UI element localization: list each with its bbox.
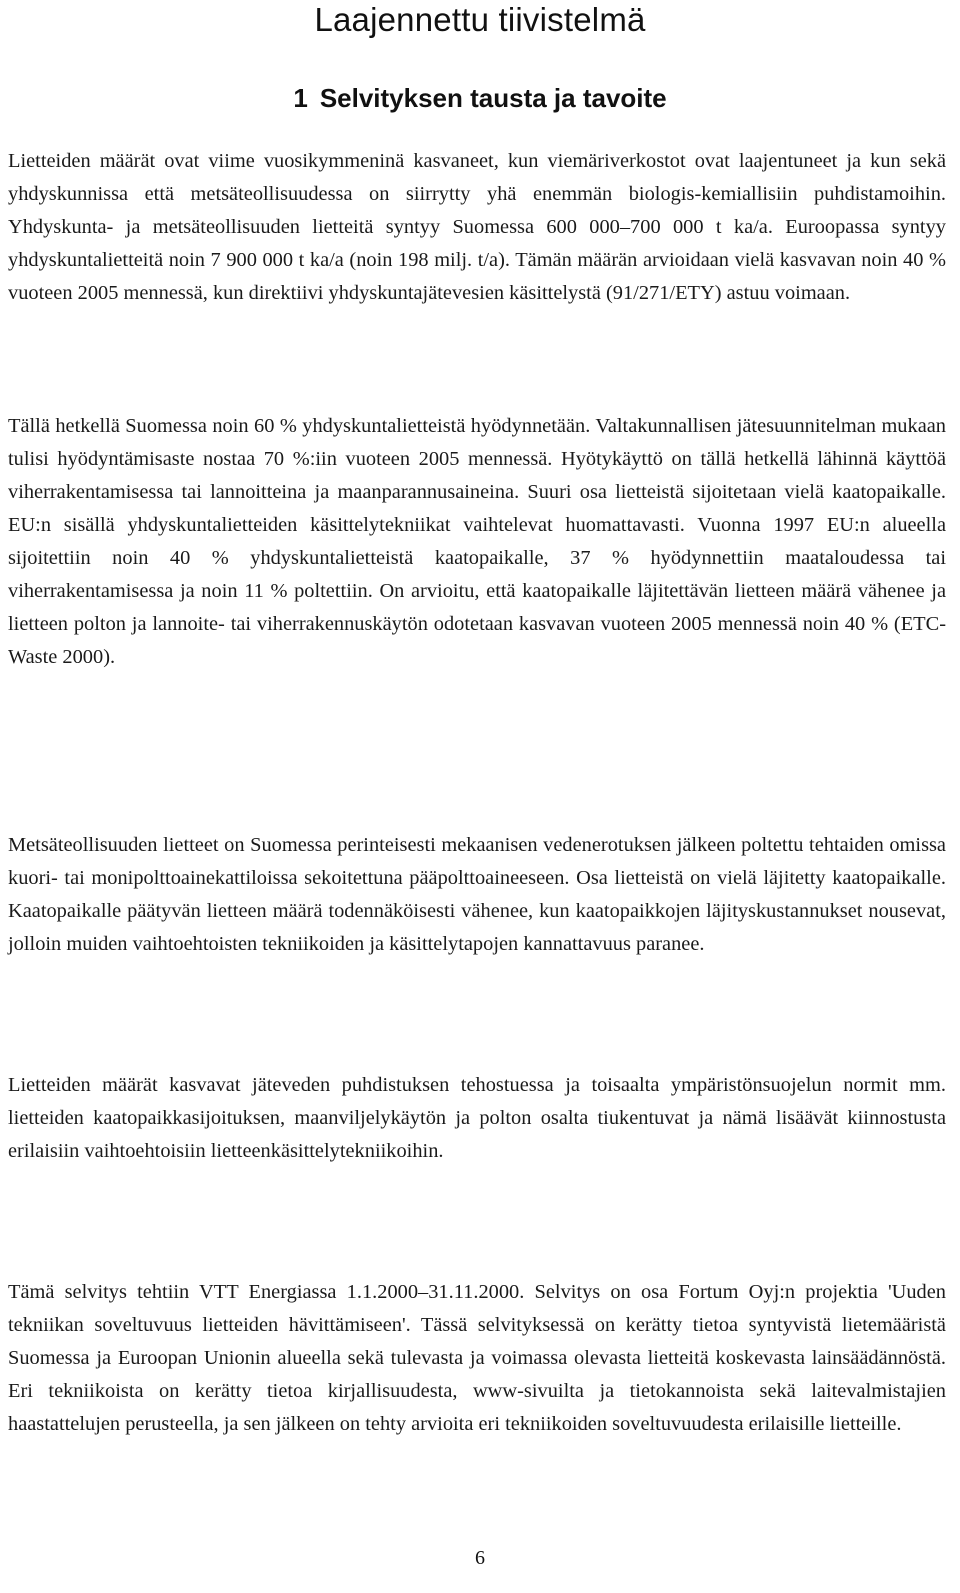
section-title: Selvityksen tausta ja tavoite [319, 83, 667, 113]
paragraph-treatment-pressure: Lietteiden määrät kasvavat jäteveden puhdistuksen tehostuessa ja toisaalta ympäristönsuojelun normit mm. lietteiden kaatopaikkasijoituksen, maanviljelykäytön ja polton osalta tiukentuvat ja nämä lisäävät kiinnostusta erilaisiin vaihtoehtoisiin lietteenkäsittelytekniikoihin. [8, 1074, 946, 1162]
page-number: 6 [475, 1547, 485, 1569]
paragraph-forest-industry-sludge: Metsäteollisuuden lietteet on Suomessa perinteisesti mekaanisen vedenerotuksen jälkeen poltettu tehtaiden omissa kuori- tai monipolttoainekattiloissa sekoitettuna pääpolttoaineeseen. Osa lietteistä on vielä läjitetty kaatopaikalle. Kaatopaikalle päätyvän lietteen määrä todennäköisesti vähenee, kun kaatopaikkojen läjityskustannukset nousevat, jolloin muiden vaihtoehtoisten tekniikoiden ja käsittelytapojen kannattavuus paranee. [8, 834, 946, 955]
section-number: 1 [293, 83, 308, 113]
section-heading [0, 80, 960, 116]
page-title: Laajennettu tiivistelmä [314, 1, 646, 38]
paragraph-sludge-amounts: Lietteiden määrät ovat viime vuosikymmeninä kasvaneet, kun viemäriverkostot ovat laajentuneet ja kun sekä yhdyskunnissa että metsäteollisuudessa on siirrytty yhä enemmän biologis-kemiallisiin puhdistamoihin. Yhdyskunta- ja metsäteollisuuden lietteitä syntyy Suomessa 600 000–700 000 t ka/a. Euroopassa syntyy yhdyskuntalietteitä noin 7 900 000 t ka/a (noin 198 milj. t/a). Tämän määrän arvioidaan vielä kasvavan noin 40 % vuoteen 2005 mennessä, kun direktiivi yhdyskuntajätevesien käsittelystä (91/271/ETY) astuu voimaan. [8, 150, 946, 304]
paragraph-study-scope: Tämä selvitys tehtiin VTT Energiassa 1.1.2000–31.11.2000. Selvitys on osa Fortum Oyj:n projektia 'Uuden tekniikan soveltuvuus lietteiden hävittämiseen'. Tässä selvityksessä on kerätty tietoa syntyvistä lietemääristä Suomessa ja Euroopan Unionin alueella sekä tulevasta ja voimassa olevasta lietteitä koskevasta lainsäädännöstä. Eri tekniikoista on kerätty tietoa kirjallisuudesta, www-sivuilta ja tietokannoista sekä laitevalmistajien haastattelujen perusteella, ja sen jälkeen on tehty arvioita eri tekniikoiden soveltuvuudesta erilaisille lietteille. [8, 1281, 946, 1435]
paragraph-sludge-utilization: Tällä hetkellä Suomessa noin 60 % yhdyskuntalietteistä hyödynnetään. Valtakunnallisen jätesuunnitelman mukaan tulisi hyödyntämisaste nostaa 70 %:iin vuoteen 2005 mennessä. Hyötykäyttö on tällä hetkellä lähinnä käyttöä viherrakentamisessa tai lannoitteina ja maanparannusaineina. Suuri osa lietteistä sijoitetaan vielä kaatopaikalle. EU:n sisällä yhdyskuntalietteiden käsittelytekniikat vaihtelevat huomattavasti. Vuonna 1997 EU:n alueella sijoitettiin noin 40 % yhdyskuntalietteistä kaatopaikalle, 37 % hyödynnettiin maataloudessa tai viherrakentamisessa ja noin 11 % poltettiin. On arvioitu, että kaatopaikalle läjitettävän lietteen määrä vähenee ja lietteen polton ja lannoite- tai viherrakennuskäytön odotetaan kasvavan vuoteen 2005 mennessä noin 40 % (ETC-Waste 2000). [8, 415, 946, 668]
